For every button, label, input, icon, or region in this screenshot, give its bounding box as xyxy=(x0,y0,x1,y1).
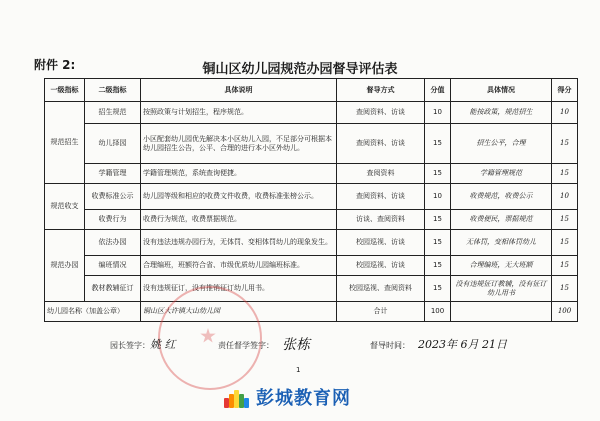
table-row xyxy=(45,230,578,256)
points: 15 xyxy=(425,124,451,164)
evaluation-table xyxy=(44,78,578,322)
table-row xyxy=(45,124,578,164)
score: 10 xyxy=(552,184,578,210)
situation: 合理编班，无大班额 xyxy=(451,256,552,276)
situation: 收费规范，收费公示 xyxy=(451,184,552,210)
watermark-text: 彭城教育网 xyxy=(256,388,351,409)
header-situation: 具体情况 xyxy=(451,79,552,102)
table-row xyxy=(45,210,578,230)
situation: 招生公平，合理 xyxy=(451,124,552,164)
points: 15 xyxy=(425,210,451,230)
table-row xyxy=(45,256,578,276)
group-label: 规范收支 xyxy=(45,184,85,230)
header-description: 具体说明 xyxy=(141,79,337,102)
method: 校园巡视、访谈 xyxy=(337,256,425,276)
signature-row xyxy=(0,334,600,354)
watermark xyxy=(224,384,351,410)
date-label: 督导时间： xyxy=(370,341,410,350)
method: 查阅资料、访谈 xyxy=(337,184,425,210)
sub-index: 收费行为 xyxy=(85,210,141,230)
total-points: 100 xyxy=(425,302,451,322)
situation: 没有违规征订教辅，没有征订幼儿用书 xyxy=(451,276,552,302)
page-number: 1 xyxy=(296,366,301,374)
points: 10 xyxy=(425,102,451,124)
description: 没有违法违规办园行为，无体罚、变相体罚幼儿的现象发生。 xyxy=(141,230,337,256)
inspector-signature: 张栋 xyxy=(282,337,310,353)
sub-index: 依法办园 xyxy=(85,230,141,256)
score: 15 xyxy=(552,230,578,256)
points: 15 xyxy=(425,276,451,302)
sub-index: 收费标准公示 xyxy=(85,184,141,210)
situation: 学籍管理规范 xyxy=(451,164,552,184)
table-row xyxy=(45,184,578,210)
inspector-label: 责任督学签字： xyxy=(218,341,274,350)
description: 幼儿园等级和相应的收费文件收费，收费标准张榜公示。 xyxy=(141,184,337,210)
method: 校园巡视、访谈 xyxy=(337,230,425,256)
attachment-label: 附件 2: xyxy=(34,58,76,72)
method: 查阅资料 xyxy=(337,164,425,184)
score: 15 xyxy=(552,210,578,230)
table-row xyxy=(45,276,578,302)
score: 15 xyxy=(552,256,578,276)
total-label: 合计 xyxy=(337,302,425,322)
header-secondary-index: 二级指标 xyxy=(85,79,141,102)
description: 没有违规征订，没有推销征订幼儿用书。 xyxy=(141,276,337,302)
score: 10 xyxy=(552,102,578,124)
total-row xyxy=(45,302,578,322)
method: 访谈、查阅资料 xyxy=(337,210,425,230)
score: 15 xyxy=(552,164,578,184)
score: 15 xyxy=(552,124,578,164)
points: 15 xyxy=(425,230,451,256)
group-label: 规范办园 xyxy=(45,230,85,302)
director-label: 园长签字： xyxy=(110,341,150,350)
table-row xyxy=(45,102,578,124)
header-score: 得分 xyxy=(552,79,578,102)
description: 学籍管理规范，系统查询便捷。 xyxy=(141,164,337,184)
table-row xyxy=(45,164,578,184)
sub-index: 学籍管理 xyxy=(85,164,141,184)
points: 15 xyxy=(425,256,451,276)
method: 查阅资料、访谈 xyxy=(337,124,425,164)
header-primary-index: 一级指标 xyxy=(45,79,85,102)
description: 收费行为规范，收费票据规范。 xyxy=(141,210,337,230)
header-points: 分值 xyxy=(425,79,451,102)
book-logo-icon xyxy=(224,386,250,408)
group-label: 规范招生 xyxy=(45,102,85,184)
description: 合理编班，班额符合省、市级优质幼儿园编班标准。 xyxy=(141,256,337,276)
director-signature: 姚 红 xyxy=(150,338,176,351)
total-score: 100 xyxy=(552,302,578,322)
header-row xyxy=(45,79,578,102)
document-title: 铜山区幼儿园规范办园督导评估表 xyxy=(202,62,398,77)
description: 小区配套幼儿园优先解决本小区幼儿入园，不足部分可根据本幼儿园招生公告，公平、合理的进行本小区外幼儿。 xyxy=(141,124,337,164)
description: 按照政策与计划招生，程序规范。 xyxy=(141,102,337,124)
sub-index: 编班情况 xyxy=(85,256,141,276)
header-method: 督导方式 xyxy=(337,79,425,102)
sub-index: 教材教辅征订 xyxy=(85,276,141,302)
kindergarten-name-label: 幼儿园名称（加盖公章） xyxy=(45,302,141,322)
points: 15 xyxy=(425,164,451,184)
method: 查阅资料、访谈 xyxy=(337,102,425,124)
score: 15 xyxy=(552,276,578,302)
method: 校园巡视、查阅资料 xyxy=(337,276,425,302)
situation: 收费便民，票据规范 xyxy=(451,210,552,230)
date-value: 2023年 6月 21日 xyxy=(418,338,507,351)
situation: 能按政策，规范招生 xyxy=(451,102,552,124)
sub-index: 招生规范 xyxy=(85,102,141,124)
situation: 无体罚，变相体罚幼儿 xyxy=(451,230,552,256)
kindergarten-name-value: 铜山区大许镇大山幼儿园 xyxy=(141,302,337,322)
sub-index: 幼儿择园 xyxy=(85,124,141,164)
total-blank xyxy=(451,302,552,322)
points: 10 xyxy=(425,184,451,210)
